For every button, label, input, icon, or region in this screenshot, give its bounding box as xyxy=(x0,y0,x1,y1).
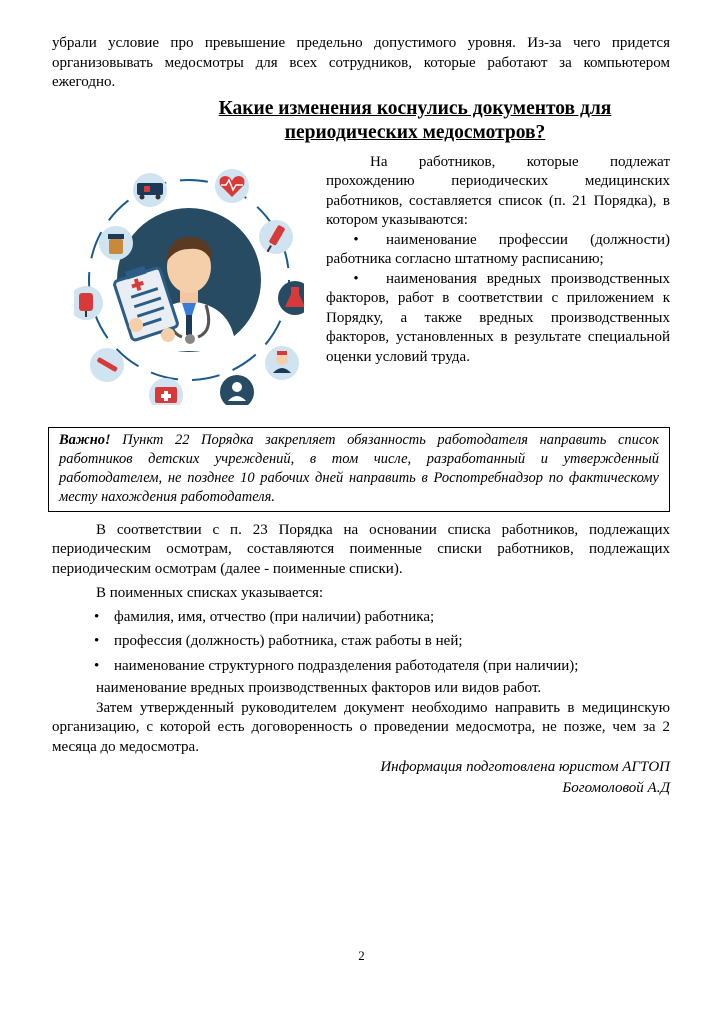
thermometer-icon xyxy=(90,348,124,382)
side-text xyxy=(326,153,670,368)
top-section xyxy=(52,153,670,421)
side-bullet-1: • наименование профессии (должности) работника согласно штатному расписанию; xyxy=(326,231,670,267)
syringe-icon xyxy=(259,220,293,254)
side-bullet-2: • наименования вредных производственных факторов, работ в соответствии с приложением к Порядку, а также вредных производственных факторов, установленных в результате специальной оценки условий труда. xyxy=(326,270,670,365)
doctor-illustration xyxy=(74,155,304,405)
medicine-jar-icon xyxy=(99,226,133,260)
signature-line-2: Богомоловой А.Д xyxy=(562,780,670,796)
ambulance-icon xyxy=(133,173,167,207)
important-note-box xyxy=(48,427,670,512)
bullet-list xyxy=(52,608,670,677)
document-page xyxy=(52,34,670,799)
final-paragraph: Затем утвержденный руководителем документ необходимо направить в медицинскую организацию, с которой есть договоренность о проведении медосмотра, не позже, чем за 2 месяца до медосмотра. xyxy=(52,699,670,755)
blood-bag-icon xyxy=(74,286,103,320)
section-heading: Какие изменения коснулись документов для периодических медосмотров? xyxy=(218,97,612,143)
heart-rate-icon xyxy=(215,169,249,203)
list-intro: В поименных списках указывается: xyxy=(96,585,324,601)
nurse-icon xyxy=(265,346,299,380)
list-item: • фамилия, имя, отчество (при наличии) работника; xyxy=(114,608,670,628)
flask-icon xyxy=(278,281,304,315)
list-tail: наименование вредных производственных факторов или видов работ. xyxy=(96,680,542,696)
list-item: • профессия (должность) работника, стаж работы в ней; xyxy=(114,632,670,652)
important-label: Важно! xyxy=(59,431,111,448)
intro-paragraph: убрали условие про превышение предельно допустимого уровня. Из-за чего придется организовывать медосмотры для всех сотрудников, которые работают за компьютером ежегодно. xyxy=(52,35,670,90)
important-text: Пункт 22 Порядка закрепляет обязанность работодателя направить список работников детских учреждений, в том числе, разработанный и утвержденный работодателем, не позднее 10 рабочих дней направить в Роспотребнадзор по фактическому месту нахождения работодателя. xyxy=(59,431,659,505)
side-paragraph: На работников, которые подлежат прохождению периодических медицинских работников, составляется список (п. 21 Порядка), в котором указываются: xyxy=(326,153,670,228)
signature-line-1: Информация подготовлена юристом АГТОП xyxy=(380,759,670,775)
page-number: 2 xyxy=(358,948,365,963)
list-item: • наименование структурного подразделения работодателя (при наличии); xyxy=(114,657,670,677)
patient-icon xyxy=(220,375,254,405)
paragraph-23: В соответствии с п. 23 Порядка на основании списка работников, подлежащих периодическим осмотрам, составляются поименные списки работников, подлежащих периодическим осмотрам (далее - поименные списки). xyxy=(52,521,670,577)
first-aid-kit-icon xyxy=(149,378,183,405)
